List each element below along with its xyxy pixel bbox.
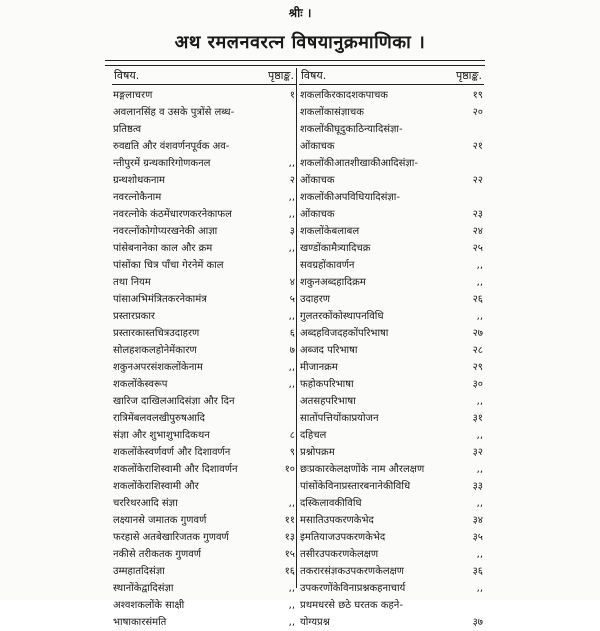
contents-row	[112, 580, 296, 597]
contents-row	[299, 274, 484, 291]
contents-row	[112, 563, 296, 580]
contents-entry-text: उपकरणोंकेविनाप्रश्नकहनाचार्य	[300, 583, 406, 594]
contents-row	[299, 257, 484, 274]
contents-entry-page: ,,	[288, 379, 295, 390]
contents-entry-page: ,,	[476, 430, 483, 441]
contents-row	[299, 291, 484, 308]
contents-row	[299, 104, 484, 121]
contents-entry-text: पांसोंकेविनाप्रस्तारबनानेकीविधि	[300, 481, 411, 492]
contents-row	[299, 189, 484, 206]
contents-row	[299, 240, 484, 257]
contents-row	[299, 563, 484, 580]
contents-entry-text: नवरत्नोंकोगोप्यरखनेकी आज्ञा	[113, 226, 218, 237]
contents-entry-page: २७	[472, 328, 483, 339]
contents-entry-text: अतसहपरिभाषा	[300, 396, 356, 407]
contents-entry-text: भाषाकारसंमति	[113, 617, 167, 628]
contents-row	[112, 87, 296, 104]
contents-row	[112, 614, 296, 631]
contents-row	[299, 308, 484, 325]
contents-row	[112, 104, 296, 121]
contents-entry-page: ,,	[476, 311, 483, 322]
contents-entry-page: ३४	[472, 515, 483, 526]
contents-entry-text: रुवद्यति और वंशवर्णनपूर्वक अव-	[113, 141, 230, 152]
contents-entry-text: शकलोंकेराशिस्वामी और	[113, 481, 199, 492]
right-rows	[299, 85, 484, 631]
contents-entry-page: १६	[284, 566, 295, 577]
contents-row	[299, 529, 484, 546]
contents-entry-text: नकीसे तरीकतक गुणवर्ण	[113, 549, 202, 560]
column-divider	[296, 68, 297, 588]
contents-table	[112, 68, 484, 628]
contents-row	[112, 325, 296, 342]
contents-entry-text: दस्किलावकीविधि	[300, 498, 362, 509]
contents-entry-text: अब्जद परिभाषा	[300, 345, 358, 356]
page-header: पृष्ठाङ्क.	[267, 69, 294, 82]
contents-row	[112, 155, 296, 172]
contents-row	[112, 410, 296, 427]
contents-entry-page: ४	[289, 277, 295, 288]
contents-entry-page: २६	[472, 294, 483, 305]
contents-entry-text: शकलोंकीघूदुकाठिन्यादिसंज्ञा-	[300, 124, 403, 135]
contents-entry-text: अश्वशकलोंके साक्षी	[113, 600, 185, 611]
contents-entry-text: तकरारसंज्ञकउपकरणकेलक्षण	[300, 566, 405, 577]
contents-entry-text: शकलोंकीअपविधियादिसंज्ञा-	[300, 192, 400, 203]
contents-entry-text: शकलोंकीआतशीखाकीआदिसंज्ञा-	[300, 158, 418, 169]
contents-entry-text: न्तीपुरमें ग्रन्थकारिगोणकनल	[113, 158, 211, 169]
contents-row	[299, 410, 484, 427]
contents-entry-page: २९	[472, 362, 483, 373]
contents-entry-text: रात्रिमेंबलवलखीपुरुषआदि	[113, 413, 205, 424]
contents-entry-text: फहोकपरिभाषा	[300, 379, 354, 390]
contents-entry-page: २८	[472, 345, 483, 356]
contents-entry-text: शकलोंकेराशिस्वामी और दिशावर्णन	[113, 464, 238, 475]
contents-entry-page: ३३	[472, 481, 483, 492]
contents-entry-page: २४	[472, 226, 483, 237]
page-header-mark: श्रीः ।	[288, 6, 312, 20]
contents-entry-page: ,,	[476, 549, 483, 560]
contents-row	[299, 427, 484, 444]
contents-entry-text: नवरत्नोकैनाम	[113, 192, 162, 203]
contents-row	[112, 444, 296, 461]
contents-row	[112, 138, 296, 155]
contents-entry-page: ,,	[288, 311, 295, 322]
contents-entry-page: ८	[289, 430, 295, 441]
contents-entry-text: तसीरउपकरणकेलक्षण	[300, 549, 379, 560]
contents-row	[112, 342, 296, 359]
contents-entry-page: ५	[289, 294, 295, 305]
contents-row	[299, 393, 484, 410]
contents-entry-text: शकलोंकेस्वरूप	[113, 379, 168, 390]
contents-row	[112, 393, 296, 410]
contents-entry-page: ,,	[288, 583, 295, 594]
contents-row	[112, 529, 296, 546]
contents-column-left	[112, 68, 296, 631]
contents-entry-text: उदाहरण	[300, 294, 331, 305]
contents-entry-text: प्रतिष्ठत्व	[113, 124, 142, 135]
contents-row	[299, 206, 484, 223]
contents-entry-text: योग्यप्रश्न	[300, 617, 330, 628]
contents-entry-text: गुलतरकोंकोस्थापनविधि	[300, 311, 384, 322]
contents-entry-page: ,,	[476, 464, 483, 475]
contents-entry-text: सातोंपत्तियोंकाप्रयोजन	[300, 413, 379, 424]
contents-entry-page: ,,	[288, 209, 295, 220]
contents-row	[112, 223, 296, 240]
contents-entry-text: मङ्गलाचरण	[113, 90, 153, 101]
contents-row	[299, 342, 484, 359]
contents-entry-page: ,,	[288, 498, 295, 509]
contents-row	[299, 512, 484, 529]
contents-entry-text: ओंकाचक	[300, 175, 335, 186]
contents-entry-page: १९	[472, 90, 483, 101]
contents-entry-page: ३७	[472, 617, 483, 628]
contents-row	[112, 359, 296, 376]
contents-entry-text: नवरत्नोके कंठमेंधारणकरनेकाफल	[113, 209, 232, 220]
contents-row	[299, 223, 484, 240]
contents-entry-text: खण्डोंकामैत्र्यादिचक्र	[300, 243, 371, 254]
contents-entry-text: खारिज दाखिलआदिसंज्ञा और दिन	[113, 396, 235, 407]
contents-entry-page: ९	[289, 447, 295, 458]
contents-entry-page: ३	[289, 226, 295, 237]
contents-entry-page: २	[289, 175, 295, 186]
contents-entry-text: मीजानक्रम	[300, 362, 338, 373]
contents-entry-text: फरहासे अतबेखारिजतक गुणवर्ण	[113, 532, 229, 543]
contents-entry-text: मसातिउपकरणकेभेद	[300, 515, 374, 526]
contents-row	[299, 495, 484, 512]
contents-row	[112, 206, 296, 223]
contents-entry-page: ,,	[476, 583, 483, 594]
contents-entry-text: शकलकिरकादशकपाचक	[300, 90, 388, 101]
contents-row	[299, 546, 484, 563]
contents-row	[299, 461, 484, 478]
contents-entry-page: २१	[472, 141, 483, 152]
contents-entry-text: शकलोंकेबलाबल	[300, 226, 360, 237]
contents-row	[112, 427, 296, 444]
contents-entry-text: ओंकाचक	[300, 209, 335, 220]
contents-entry-text: प्रश्नोपक्रम	[300, 447, 335, 458]
contents-row	[112, 189, 296, 206]
contents-row	[112, 291, 296, 308]
contents-entry-text: शकुनअब्दहादिक्रम	[300, 277, 366, 288]
contents-entry-page: २५	[472, 243, 483, 254]
contents-entry-text: प्रस्तारप्रकार	[113, 311, 156, 322]
contents-entry-text: शकलोंकासंज्ञाचक	[300, 107, 364, 118]
subject-header: विषय.	[301, 69, 327, 82]
contents-entry-page: १५	[284, 549, 295, 560]
title-rule-top	[105, 60, 485, 61]
contents-entry-text: तथा नियम	[113, 277, 151, 288]
contents-row	[299, 325, 484, 342]
contents-entry-page: २३	[472, 209, 483, 220]
contents-entry-text: सोलहशकलहोनेमेंकारण	[113, 345, 197, 356]
page-header: पृष्ठाङ्क.	[455, 69, 482, 82]
contents-entry-page: ,,	[288, 600, 295, 611]
contents-entry-page: १	[289, 90, 295, 101]
contents-row	[299, 138, 484, 155]
contents-entry-text: दहिचल	[300, 430, 327, 441]
contents-row	[112, 257, 296, 274]
contents-entry-page: १०	[284, 464, 295, 475]
contents-entry-page: ३५	[472, 532, 483, 543]
contents-row	[112, 478, 296, 495]
contents-entry-text: प्रस्तारकास्तचित्रउदाहरण	[113, 328, 200, 339]
contents-entry-page: ,,	[288, 158, 295, 169]
contents-entry-text: पांसाअभिमंत्रितकरनेकामंत्र	[113, 294, 207, 305]
contents-entry-page: ,,	[288, 243, 295, 254]
contents-entry-page: ६	[289, 328, 295, 339]
contents-entry-text: संज्ञा और शुभाशुभादिकथन	[113, 430, 210, 441]
contents-row	[299, 172, 484, 189]
column-header-right	[299, 68, 484, 85]
contents-entry-page: २०	[472, 107, 483, 118]
contents-row	[112, 308, 296, 325]
contents-row	[112, 240, 296, 257]
contents-entry-text: छःप्रकारकेलक्षणोंके नाम औरलक्षण	[300, 464, 425, 475]
contents-entry-page: ,,	[288, 362, 295, 373]
contents-entry-text: चररिथरआदि संज्ञा	[113, 498, 178, 509]
contents-column-right	[299, 68, 484, 631]
contents-entry-text: ओंकाचक	[300, 141, 335, 152]
contents-entry-page: ७	[289, 345, 295, 356]
contents-entry-page: ३०	[472, 379, 483, 390]
contents-row	[299, 121, 484, 138]
contents-row	[112, 495, 296, 512]
contents-entry-text: पांसेबनानेका काल और क्रम	[113, 243, 213, 254]
contents-entry-text: शकुनअपरसंशकलोंकेनाम	[113, 362, 203, 373]
contents-row	[299, 87, 484, 104]
left-rows	[112, 85, 296, 631]
contents-entry-text: शकलोंकेस्वर्णवर्ण और दिशावर्णन	[113, 447, 231, 458]
contents-row	[112, 274, 296, 291]
contents-entry-text: पांसोंका चित्र पाँचा गेरनेमें काल	[113, 260, 224, 271]
contents-entry-text: अब्दहविजदहकोंपरिभाषा	[300, 328, 389, 339]
contents-entry-page: ,,	[476, 498, 483, 509]
contents-row	[112, 376, 296, 393]
contents-entry-text: लक्ष्यानसे जमातक गुणवर्ण	[113, 515, 207, 526]
contents-entry-text: ग्रन्थशोधकनाम	[113, 175, 166, 186]
column-header-left	[112, 68, 296, 85]
contents-row	[299, 444, 484, 461]
contents-entry-text: इमतियाजउपकरणकेभेद	[300, 532, 386, 543]
contents-entry-page: ३६	[472, 566, 483, 577]
contents-entry-text: प्रथमधरसे छठे घरतक कहने-	[300, 600, 403, 611]
contents-entry-page: ,,	[288, 192, 295, 203]
contents-entry-page: ,,	[476, 396, 483, 407]
title-rule-bottom	[105, 65, 485, 66]
contents-row	[299, 376, 484, 393]
subject-header: विषय.	[114, 69, 140, 82]
contents-row	[112, 172, 296, 189]
contents-entry-page: ३१	[472, 413, 483, 424]
contents-entry-page: ३२	[472, 447, 483, 458]
contents-entry-page: १३	[284, 532, 295, 543]
contents-entry-text: अवलानसिंह व उसके पुत्रोंसे लब्ध-	[113, 107, 235, 118]
contents-entry-text: स्थानोंकेद्वादिसंज्ञा	[113, 583, 174, 594]
contents-row	[299, 359, 484, 376]
contents-row	[112, 546, 296, 563]
contents-entry-page: ,,	[288, 617, 295, 628]
contents-entry-page: ,,	[476, 260, 483, 271]
page-title: अथ रमलनवरत्न विषयानुक्रमाणिका ।	[174, 32, 426, 53]
contents-row	[112, 121, 296, 138]
contents-entry-page: ११	[284, 515, 295, 526]
contents-row	[112, 461, 296, 478]
contents-entry-text: सवग्रहोंकावर्णन	[300, 260, 355, 271]
contents-row	[299, 478, 484, 495]
contents-row	[299, 580, 484, 597]
contents-row	[112, 512, 296, 529]
contents-row	[299, 614, 484, 631]
contents-row	[299, 155, 484, 172]
contents-entry-text: उम्महातदिसंज्ञा	[113, 566, 165, 577]
contents-entry-page: २२	[472, 175, 483, 186]
contents-entry-page: ,,	[476, 277, 483, 288]
